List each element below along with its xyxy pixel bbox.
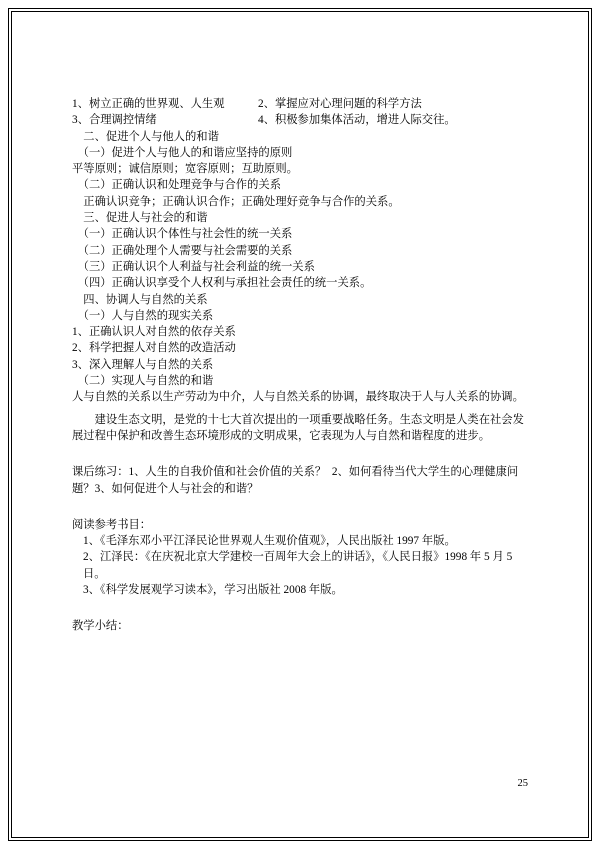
text-line-segment: 1、树立正确的世界观、人生观 — [72, 98, 225, 110]
text-line: （二）正确认识和处理竞争与合作的关系 — [72, 179, 281, 192]
text-line — [72, 96, 528, 112]
reference-item: 3、《科学发展观学习读本》，学习出版社 2008 年版。 — [83, 584, 343, 597]
page-content — [72, 96, 528, 635]
text-line: （二）实现人与自然的和谐 — [72, 375, 214, 388]
text-line-segment: 3、合理调控情绪 — [72, 114, 157, 127]
text-line: 三、促进人与社会的和谐 — [72, 212, 208, 225]
reference-item: 2、江泽民：《在庆祝北京大学建校一百周年大会上的讲话》，《人民日报》1998 年 5 月 5 日。 — [83, 551, 516, 580]
section-spacer — [72, 497, 528, 517]
section-spacer — [72, 444, 528, 464]
page-number: 25 — [517, 778, 528, 789]
exercise-paragraph: 课后练习：1、人生的自我价值和社会价值的关系？ 2、如何看待当代大学生的心理健康问题？3、如何促进个人与社会的和谐？ — [72, 466, 519, 495]
paragraph: 建设生态文明，是党的十七大首次提出的一项重要战略任务。生态文明是人类在社会发展过程中保护和改善生态环境形成的文明成果，它表现为人与自然和谐程度的进步。 — [72, 413, 524, 442]
text-line: 1、正确认识人对自然的依存关系 — [72, 326, 236, 339]
summary-heading: 教学小结： — [72, 620, 129, 633]
text-line: （二）正确处理个人需要与社会需要的关系 — [72, 244, 293, 257]
text-line: 二、促进个人与他人的和谐 — [72, 130, 219, 143]
text-line: （一）正确认识个体性与社会性的统一关系 — [72, 228, 293, 241]
text-line — [72, 112, 528, 128]
reference-item: 1、《毛泽东邓小平江泽民论世界观人生观价值观》，人民出版社 1997 年版。 — [83, 535, 456, 548]
text-line: （一）促进个人与他人的和谐应坚持的原则 — [72, 146, 293, 159]
paragraph: 人与自然的关系以生产劳动为中介，人与自然关系的协调，最终取决于人与人关系的协调。 — [72, 391, 524, 404]
text-line: 2、科学把握人对自然的改造活动 — [72, 342, 236, 355]
text-line: （四）正确认识享受个人权利与承担社会责任的统一关系。 — [72, 277, 372, 290]
text-line: （三）正确认识个人利益与社会利益的统一关系 — [72, 260, 315, 273]
text-line: 3、深入理解人与自然的关系 — [72, 358, 214, 371]
references-heading: 阅读参考书目： — [72, 518, 152, 531]
text-line: 正确认识竞争；正确认识合作；正确处理好竞争与合作的关系。 — [72, 195, 400, 208]
text-line-segment: 4、积极参加集体活动，增进人际交往。 — [258, 114, 456, 127]
text-line: 平等原则；诚信原则；宽容原则；互助原则。 — [72, 163, 298, 176]
section-spacer — [72, 598, 528, 618]
text-line: （一）人与自然的现实关系 — [72, 309, 214, 322]
text-line-segment: 2、掌握应对心理问题的科学方法 — [258, 98, 422, 110]
text-line: 四、协调人与自然的关系 — [72, 293, 208, 306]
